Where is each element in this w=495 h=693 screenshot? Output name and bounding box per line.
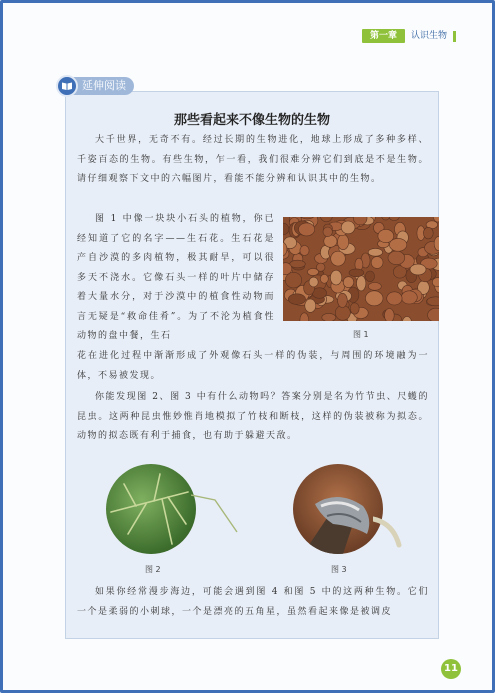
section-label: 延伸阅读 bbox=[72, 77, 134, 95]
chapter-header bbox=[362, 29, 456, 43]
chapter-title: 认识生物 bbox=[410, 31, 447, 41]
figure-3-inchworm-image bbox=[293, 464, 383, 554]
paragraph-living-stones-continued: 花在进化过程中渐渐形成了外观像石头一样的伪装，与周围的环境融为一体，不易被发现。 bbox=[77, 351, 429, 381]
paragraph-living-stones: 图 1 中像一块块小石头的植物，你已经知道了它的名字——生石花。生石花是产自沙漠的多肉植物，极其耐旱，可以很多天不浇水。它像石头一样的叶片中储存着大量水分，对于沙漠中的植食性动物而言无疑是“救命佳肴”。为了不沦为植食性动物的盘中餐，生石 bbox=[77, 214, 275, 341]
paragraph-intro: 大千世界，无奇不有。经过长期的生物进化，地球上形成了多种多样、千姿百态的生物。有些生物，乍一看，我们很难分辨它们到底是不是生物。请仔细观察下文中的六幅图片，看能不能分辨和认识其中的生物。 bbox=[77, 135, 429, 184]
extended-reading-tab bbox=[56, 75, 136, 97]
figure-3-caption: 图 3 bbox=[331, 565, 347, 574]
book-icon bbox=[56, 75, 78, 97]
page-number: 11 bbox=[441, 659, 461, 679]
chapter-tag: 第一章 bbox=[362, 29, 405, 43]
paragraph-seashore: 如果你经常漫步海边，可能会遇到图 4 和图 5 中的这两种生物。它们一个是柔弱的小刺球，一个是漂亮的五角星，虽然看起来像是被调皮 bbox=[77, 587, 429, 617]
figure-2-stick-insect-image bbox=[106, 464, 196, 554]
figure-1-living-stones-image bbox=[283, 217, 439, 321]
paragraph-mimicry: 你能发现图 2、图 3 中有什么动物吗？答案分别是名为竹节虫、尺蠖的昆虫。这两种昆虫惟妙惟肖地模拟了竹枝和断枝，这样的伪装被称为拟态。动物的拟态既有利于捕食，也有助于躲避天敌。 bbox=[77, 392, 429, 441]
chapter-marker bbox=[453, 31, 456, 42]
figure-2-caption: 图 2 bbox=[145, 565, 161, 574]
article-title: 那些看起来不像生物的生物 bbox=[173, 113, 330, 128]
figure-1-caption: 图 1 bbox=[353, 330, 369, 339]
